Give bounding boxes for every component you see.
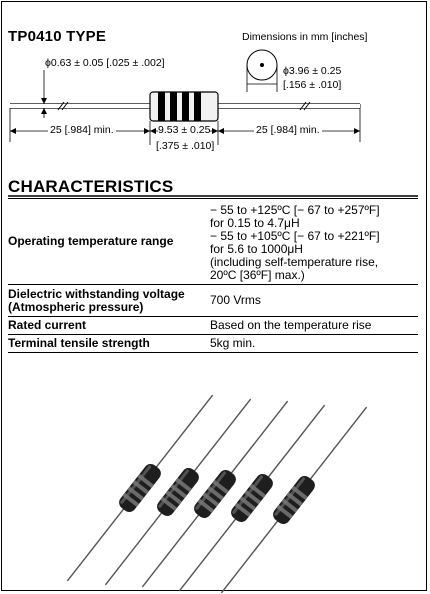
inductor-photo-item xyxy=(214,401,373,594)
lead-right-label: 25 [.984] min. xyxy=(256,124,320,136)
body-diameter-in-label: [.156 ± .010] xyxy=(283,79,342,91)
table-row xyxy=(8,317,418,335)
table-row xyxy=(8,199,418,285)
inductor-photo xyxy=(60,389,373,594)
characteristics-heading: CHARACTERISTICS xyxy=(8,177,174,196)
body-length-in-label: [.375 ± .010] xyxy=(156,140,215,152)
spec-value: 5kg min. xyxy=(210,336,256,350)
body-diameter-mm-label: ϕ3.96 ± 0.25 xyxy=(283,65,342,77)
spec-name: Dielectric withstanding voltage (Atmospheric pressure) xyxy=(8,286,185,314)
product-title: TP0410 TYPE xyxy=(8,28,107,45)
spec-value: − 55 to +125ºC [− 67 to +257ºF] for 0.15 to 4.7μH − 55 to +105ºC [− 67 to +221ºF] for 5.6 to 1000μH (including self-temperature rise, 20ºC [36ºF] max.) xyxy=(210,203,380,282)
characteristics-table xyxy=(8,198,418,353)
spec-name: Rated current xyxy=(8,318,87,332)
lead-diameter-label: ϕ0.63 ± 0.05 [.025 ± .002] xyxy=(45,57,165,69)
spec-value: 700 Vrms xyxy=(210,293,261,307)
spec-value: Based on the temperature rise xyxy=(210,318,372,332)
inductor-photo-item xyxy=(135,395,294,592)
table-row xyxy=(8,285,418,317)
spec-name: Operating temperature range xyxy=(8,234,174,248)
dimensions-note: Dimensions in mm [inches] xyxy=(242,31,368,43)
body-length-mm-label: 9.53 ± 0.25 xyxy=(158,124,211,136)
inductor-photo-item xyxy=(60,389,219,586)
table-row xyxy=(8,335,418,353)
lead-left-label: 25 [.984] min. xyxy=(50,124,114,136)
inductor-photo-item xyxy=(98,393,257,590)
spec-name: Terminal tensile strength xyxy=(8,336,150,350)
end-view-lead xyxy=(260,63,264,67)
